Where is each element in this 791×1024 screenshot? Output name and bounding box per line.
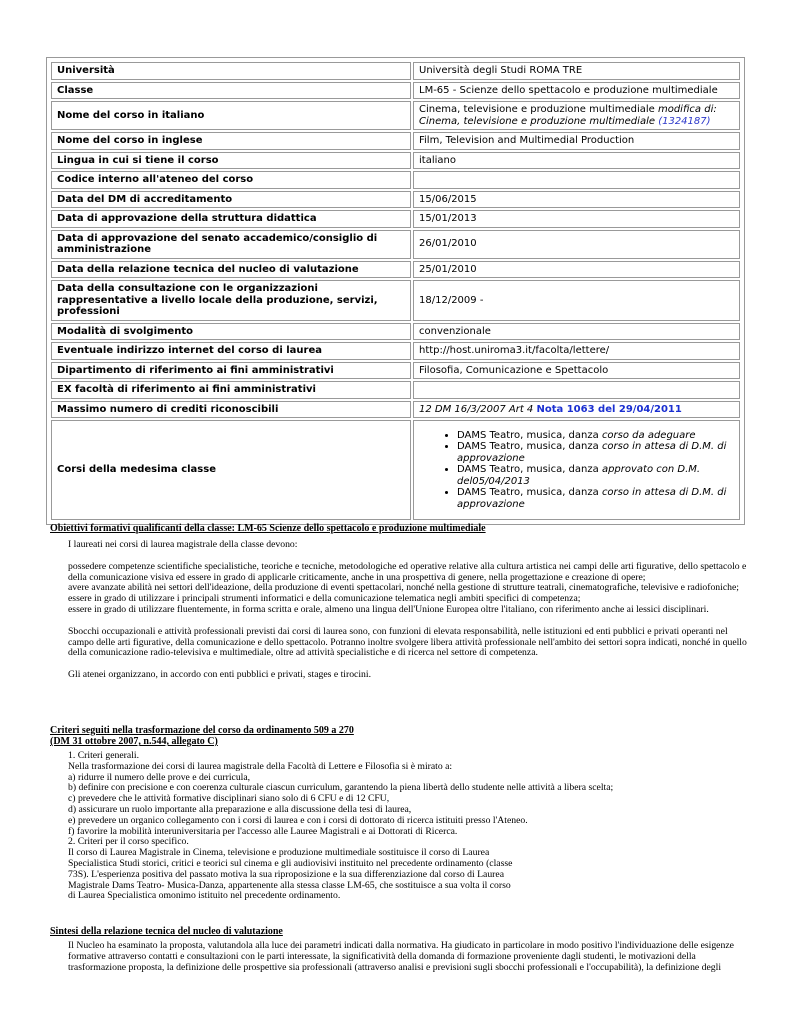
row-value: [413, 401, 740, 419]
row-label: Massimo numero di crediti riconoscibili: [51, 401, 411, 419]
criteri-line: 2. Criteri per il corso specifico.: [68, 836, 189, 848]
row-value: [413, 171, 740, 189]
course-info-table: [49, 60, 742, 522]
courses-list: [419, 430, 734, 511]
table-row: [51, 191, 740, 209]
sintesi-title: Sintesi della relazione tecnica del nucleo di valutazione: [50, 926, 283, 937]
row-value: http://host.uniroma3.it/facolta/lettere/: [413, 342, 740, 360]
row-value: LM-65 - Scienze dello spettacolo e produzione multimediale: [413, 82, 740, 100]
table-row: [51, 132, 740, 150]
obiettivi-p3: essere in grado di utilizzare i principali strumenti informatici e della comunicazione telematica negli ambiti specifici di competenza;: [68, 593, 581, 605]
row-value: 26/01/2010: [413, 230, 740, 259]
table-row: [51, 280, 740, 321]
row-label: Università: [51, 62, 411, 80]
row-value: 15/06/2015: [413, 191, 740, 209]
course-status: approvato con D.M. del05/04/2013: [457, 464, 701, 487]
row-value: 18/12/2009 -: [413, 280, 740, 321]
course-name-it: Cinema, televisione e produzione multimediale: [419, 104, 655, 115]
course-status: corso da adeguare: [601, 429, 696, 441]
table-row: [51, 420, 740, 520]
criteri-body: [50, 751, 750, 902]
modification-note: modifica di: Cinema, televisione e produzione multimediale: [419, 104, 717, 127]
criteri-line: di Laurea Specialistica omonimo istituito nel precedente ordinamento.: [68, 890, 341, 902]
table-row: [51, 62, 740, 80]
course-name: DAMS Teatro, musica, danza: [457, 487, 599, 499]
row-value: italiano: [413, 152, 740, 170]
nota-link[interactable]: Nota 1063 del 29/04/2011: [536, 403, 682, 415]
criteri-line: e) prevedere un organico collegamento con i corsi di laurea e con i corsi di dottorato di ricerca istituiti presso l'Ateneo.: [68, 814, 528, 826]
course-info-table-frame: [46, 57, 745, 525]
obiettivi-p5: Sbocchi occupazionali e attività professionali previsti dai corsi di laurea sono, con funzioni di elevata responsabilità, nelle istituzioni ed enti pubblici e privati operanti nel campo delle arti figurative, della comunicazione e dello spettacolo. Potranno inoltre svolgere libera attività professionale nell'ambito dei settori sopra indicati, nonché in quello della comunicazione radio-televisiva e multimediale, oltre ad attività specialistiche e di ricerca nel settore di competenza.: [68, 625, 747, 659]
course-name: DAMS Teatro, musica, danza: [457, 464, 599, 476]
course-status: corso in attesa di D.M. di approvazione: [457, 441, 727, 464]
course-name: DAMS Teatro, musica, danza: [457, 441, 599, 453]
row-value: convenzionale: [413, 323, 740, 341]
criteri-line: b) definire con precisione e con coerenza culturale ciascun curriculum, garantendo la piena libertà dello studente nelle attività a libera scelta;: [68, 782, 614, 794]
list-item: [457, 464, 734, 487]
row-value: 15/01/2013: [413, 210, 740, 228]
row-label: Data della relazione tecnica del nucleo di valutazione: [51, 261, 411, 279]
table-row: [51, 171, 740, 189]
row-label: Data di approvazione della struttura didattica: [51, 210, 411, 228]
obiettivi-p6: Gli atenei organizzano, in accordo con enti pubblici e privati, stages e tirocini.: [68, 669, 371, 681]
row-label: Data di approvazione del senato accademico/consiglio di amministrazione: [51, 230, 411, 259]
obiettivi-section: [50, 523, 750, 681]
criteri-line: Nella trasformazione dei corsi di laurea magistrale della Facoltà di Lettere e Filosofia si è mirato a:: [68, 760, 453, 772]
criteri-title-2: (DM 31 ottobre 2007, n.544, allegato C): [50, 736, 218, 747]
sintesi-section: [50, 926, 750, 973]
row-label: Nome del corso in inglese: [51, 132, 411, 150]
obiettivi-p4: essere in grado di utilizzare fluentemente, in forma scritta e orale, almeno una lingua dell'Unione Europea oltre l'italiano, con riferimento anche ai lessici disciplinari.: [68, 603, 709, 615]
table-row: [51, 152, 740, 170]
sintesi-text: Il Nucleo ha esaminato la proposta, valutandola alla luce dei parametri indicati dalla normativa. Ha giudicato in particolare in modo positivo l'individuazione delle esigenze formative attraverso contatti e consultazioni con le parti interessate, la significatività della domanda di formazione proveniente dagli studenti, le motivazioni della trasformazione proposta, la definizione delle prospettive sia professionali (attraverso analisi e previsioni sugli sbocchi professionali e l'occupabilità), la definizione degli: [68, 940, 734, 973]
criteri-line: 73S). L'esperienza positiva del passato motiva la sua riproposizione e la sua differenziazione dal corso di Laurea: [68, 868, 505, 880]
criteri-line: Il corso di Laurea Magistrale in Cinema, televisione e produzione multimediale sostituisce il corso di Laurea: [68, 847, 490, 859]
table-row: [51, 342, 740, 360]
criteri-line: a) ridurre il numero delle prove e dei curricula,: [68, 771, 251, 783]
criteri-line: 1. Criteri generali.: [68, 750, 140, 761]
obiettivi-p1: possedere competenze scientifiche specialistiche, teoriche e tecniche, metodologiche ed operative relative alla cultura artistica nei campi delle arti figurative, dello spettacolo e della comunicazione visiva ed essere in grado di applicarle criticamente, anche in una prospettiva di genere, nella progettazione e creazione di opere;: [68, 560, 747, 583]
table-row: [51, 261, 740, 279]
row-label: Codice interno all'ateneo del corso: [51, 171, 411, 189]
row-label: Dipartimento di riferimento ai fini amministrativi: [51, 362, 411, 380]
criteri-line: f) favorire la mobilità interuniversitaria per l'accesso alle Lauree Magistrali e ai Dottorati di Ricerca.: [68, 825, 458, 837]
list-item: [457, 441, 734, 464]
table-row: [51, 401, 740, 419]
row-value: Filosofia, Comunicazione e Spettacolo: [413, 362, 740, 380]
criteri-line: c) prevedere che le attività formative disciplinari siano solo di 6 CFU e di 12 CFU,: [68, 793, 390, 805]
criteri-line: Magistrale Dams Teatro- Musica-Danza, appartenente alla stessa classe LM-65, che sostituisce a sua volta il corso: [68, 879, 511, 891]
row-label: Classe: [51, 82, 411, 100]
credits-reference: 12 DM 16/3/2007 Art 4: [419, 403, 534, 415]
obiettivi-p2: avere avanzate abilità nei settori dell'ideazione, della produzione di eventi spettacolari, nonché nella gestione di strutture teatrali, cinematografiche, televisive e radiofoniche;: [68, 582, 739, 594]
row-label: EX facoltà di riferimento ai fini amministrativi: [51, 381, 411, 399]
obiettivi-title: Obiettivi formativi qualificanti della classe: LM-65 Scienze dello spettacolo e produzione multimediale: [50, 523, 486, 534]
criteri-title-1: Criteri seguiti nella trasformazione del corso da ordinamento 509 a 270: [50, 725, 354, 736]
course-name: DAMS Teatro, musica, danza: [457, 429, 599, 441]
row-label: Nome del corso in italiano: [51, 101, 411, 130]
row-label: Eventuale indirizzo internet del corso di laurea: [51, 342, 411, 360]
table-row: [51, 101, 740, 130]
row-label: Lingua in cui si tiene il corso: [51, 152, 411, 170]
table-row: [51, 362, 740, 380]
table-row: [51, 210, 740, 228]
course-status: corso in attesa di D.M. di approvazione: [457, 487, 727, 510]
row-label: Data della consultazione con le organizzazioni rappresentative a livello locale della produzione, servizi, professioni: [51, 280, 411, 321]
row-value: [413, 101, 740, 130]
row-value: Università degli Studi ROMA TRE: [413, 62, 740, 80]
list-item: [457, 430, 734, 442]
row-value: [413, 420, 740, 520]
obiettivi-intro: I laureati nei corsi di laurea magistrale della classe devono:: [68, 539, 298, 550]
criteri-line: Specialistica Studi storici, critici e teorici sul cinema e gli audiovisivi instituito nel precedente ordinamento (classe: [68, 857, 513, 869]
table-row: [51, 230, 740, 259]
row-label: Corsi della medesima classe: [51, 420, 411, 520]
course-code-link[interactable]: (1324187): [658, 115, 711, 127]
row-label: Data del DM di accreditamento: [51, 191, 411, 209]
row-value: Film, Television and Multimedial Production: [413, 132, 740, 150]
table-row: [51, 323, 740, 341]
row-label: Modalità di svolgimento: [51, 323, 411, 341]
table-row: [51, 82, 740, 100]
row-value: 25/01/2010: [413, 261, 740, 279]
criteri-line: d) assicurare un ruolo importante alla preparazione e alla discussione della tesi di laurea,: [68, 803, 412, 815]
row-value: [413, 381, 740, 399]
table-row: [51, 381, 740, 399]
list-item: [457, 487, 734, 510]
criteri-section: [50, 725, 750, 902]
